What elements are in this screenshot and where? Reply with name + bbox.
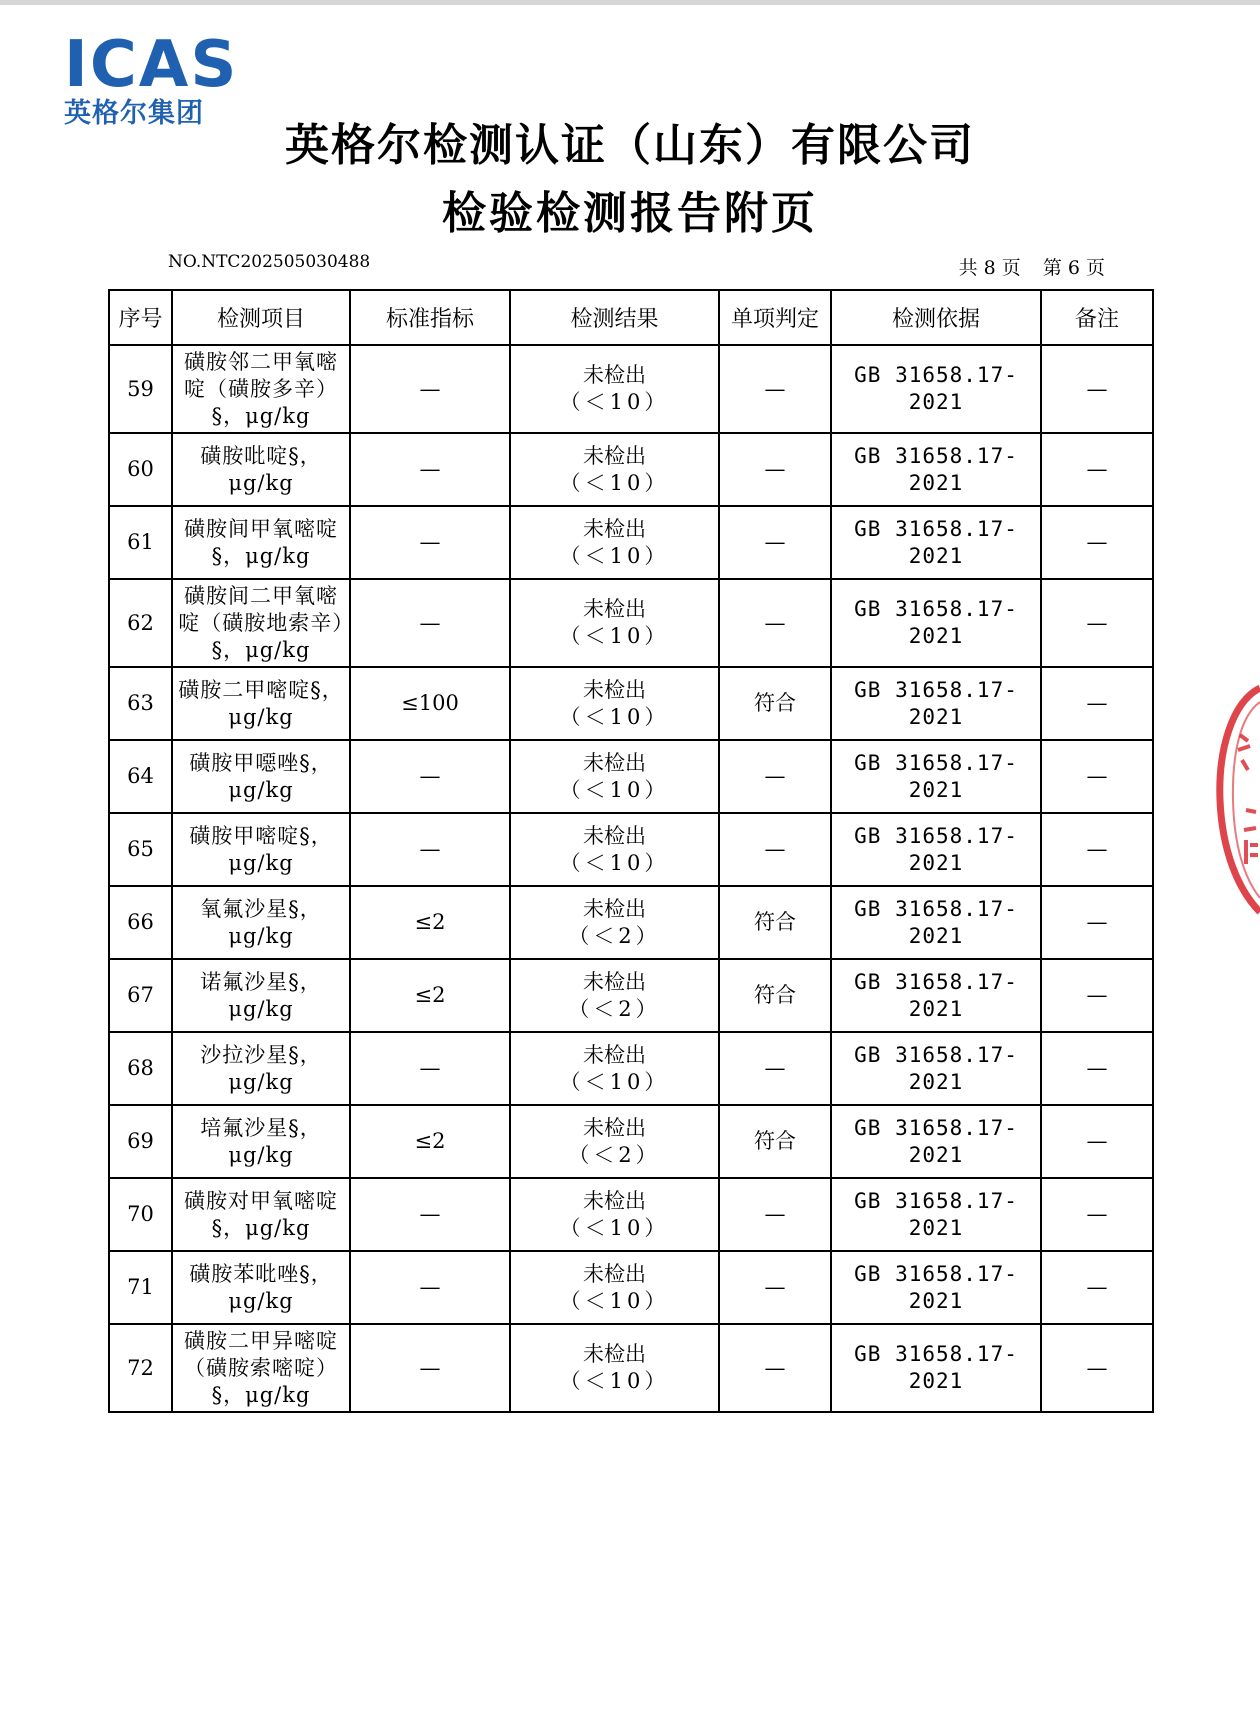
result-limit: （＜10） bbox=[559, 704, 670, 729]
row-number: 68 bbox=[109, 1032, 172, 1105]
test-result bbox=[510, 1178, 719, 1251]
results-table bbox=[108, 289, 1154, 1413]
standard-limit: — bbox=[350, 1324, 510, 1412]
remark: — bbox=[1041, 1251, 1153, 1324]
test-item: 诺氟沙星§，μg/kg bbox=[172, 959, 350, 1032]
col-header-basis: 检测依据 bbox=[831, 290, 1041, 345]
logo-subtitle: 英格尔集团 bbox=[64, 98, 204, 129]
row-number: 69 bbox=[109, 1105, 172, 1178]
test-basis: GB 31658.17-2021 bbox=[831, 1178, 1041, 1251]
table-row bbox=[109, 959, 1153, 1032]
test-item: 磺胺邻二甲氧嘧啶（磺胺多辛）§，μg/kg bbox=[172, 345, 350, 433]
table-row bbox=[109, 667, 1153, 740]
judgement: — bbox=[719, 740, 831, 813]
result-limit: （＜10） bbox=[559, 470, 670, 495]
test-basis: GB 31658.17-2021 bbox=[831, 1324, 1041, 1412]
page-info bbox=[943, 253, 1105, 280]
judgement: — bbox=[719, 433, 831, 506]
standard-limit: — bbox=[350, 579, 510, 667]
remark: — bbox=[1041, 959, 1153, 1032]
judgement: — bbox=[719, 1178, 831, 1251]
judgement: — bbox=[719, 579, 831, 667]
test-item: 磺胺甲嘧啶§，μg/kg bbox=[172, 813, 350, 886]
table-row bbox=[109, 886, 1153, 959]
result-limit: （＜10） bbox=[559, 1215, 670, 1240]
test-basis: GB 31658.17-2021 bbox=[831, 1251, 1041, 1324]
test-basis: GB 31658.17-2021 bbox=[831, 886, 1041, 959]
test-item: 磺胺间二甲氧嘧啶（磺胺地索辛）§，μg/kg bbox=[172, 579, 350, 667]
table-row bbox=[109, 1324, 1153, 1412]
standard-limit: — bbox=[350, 813, 510, 886]
standard-limit: — bbox=[350, 1251, 510, 1324]
result-limit: （＜10） bbox=[559, 1069, 670, 1094]
table-row bbox=[109, 433, 1153, 506]
test-result bbox=[510, 506, 719, 579]
result-text: 未检出 bbox=[583, 969, 646, 994]
judgement: 符合 bbox=[719, 1105, 831, 1178]
col-header-item: 检测项目 bbox=[172, 290, 350, 345]
table-header-row bbox=[109, 290, 1153, 345]
row-number: 62 bbox=[109, 579, 172, 667]
test-result bbox=[510, 1251, 719, 1324]
result-text: 未检出 bbox=[583, 750, 646, 775]
test-basis: GB 31658.17-2021 bbox=[831, 667, 1041, 740]
result-text: 未检出 bbox=[583, 1261, 646, 1286]
standard-limit: ≤2 bbox=[350, 1105, 510, 1178]
remark: — bbox=[1041, 667, 1153, 740]
row-number: 72 bbox=[109, 1324, 172, 1412]
company-logo bbox=[64, 28, 264, 129]
table-row bbox=[109, 813, 1153, 886]
row-number: 63 bbox=[109, 667, 172, 740]
judgement: — bbox=[719, 345, 831, 433]
test-item: 磺胺吡啶§，μg/kg bbox=[172, 433, 350, 506]
judgement: — bbox=[719, 506, 831, 579]
test-basis: GB 31658.17-2021 bbox=[831, 813, 1041, 886]
test-item: 磺胺甲噁唑§，μg/kg bbox=[172, 740, 350, 813]
result-limit: （＜10） bbox=[559, 850, 670, 875]
result-text: 未检出 bbox=[583, 1042, 646, 1067]
result-limit: （＜10） bbox=[559, 1369, 670, 1393]
judgement: — bbox=[719, 1032, 831, 1105]
test-basis: GB 31658.17-2021 bbox=[831, 345, 1041, 433]
remark: — bbox=[1041, 433, 1153, 506]
test-basis: GB 31658.17-2021 bbox=[831, 433, 1041, 506]
row-number: 59 bbox=[109, 345, 172, 433]
test-result bbox=[510, 1032, 719, 1105]
result-text: 未检出 bbox=[583, 1342, 646, 1366]
result-limit: （＜10） bbox=[559, 1288, 670, 1313]
row-number: 61 bbox=[109, 506, 172, 579]
remark: — bbox=[1041, 886, 1153, 959]
remark: — bbox=[1041, 740, 1153, 813]
remark: — bbox=[1041, 1178, 1153, 1251]
remark: — bbox=[1041, 1324, 1153, 1412]
row-number: 64 bbox=[109, 740, 172, 813]
row-number: 70 bbox=[109, 1178, 172, 1251]
test-item: 磺胺二甲嘧啶§，μg/kg bbox=[172, 667, 350, 740]
judgement: 符合 bbox=[719, 959, 831, 1032]
test-result bbox=[510, 345, 719, 433]
judgement: — bbox=[719, 1251, 831, 1324]
result-text: 未检出 bbox=[583, 597, 646, 621]
company-name: 英格尔检测认证（山东）有限公司 bbox=[285, 120, 975, 171]
standard-limit: ≤100 bbox=[350, 667, 510, 740]
test-item: 氧氟沙星§，μg/kg bbox=[172, 886, 350, 959]
row-number: 66 bbox=[109, 886, 172, 959]
judgement: 符合 bbox=[719, 667, 831, 740]
test-basis: GB 31658.17-2021 bbox=[831, 506, 1041, 579]
table-row bbox=[109, 1032, 1153, 1105]
col-header-judgement: 单项判定 bbox=[719, 290, 831, 345]
standard-limit: — bbox=[350, 433, 510, 506]
result-limit: （＜10） bbox=[559, 624, 670, 648]
standard-limit: ≤2 bbox=[350, 959, 510, 1032]
result-limit: （＜2） bbox=[568, 923, 661, 948]
result-text: 未检出 bbox=[583, 1188, 646, 1213]
test-result bbox=[510, 1105, 719, 1178]
standard-limit: ≤2 bbox=[350, 886, 510, 959]
remark: — bbox=[1041, 579, 1153, 667]
report-number: NO.NTC202505030488 bbox=[168, 252, 371, 272]
row-number: 67 bbox=[109, 959, 172, 1032]
table-row bbox=[109, 740, 1153, 813]
judgement: — bbox=[719, 1324, 831, 1412]
test-basis: GB 31658.17-2021 bbox=[831, 1105, 1041, 1178]
test-basis: GB 31658.17-2021 bbox=[831, 959, 1041, 1032]
test-result bbox=[510, 740, 719, 813]
result-limit: （＜2） bbox=[568, 996, 661, 1021]
standard-limit: — bbox=[350, 345, 510, 433]
remark: — bbox=[1041, 345, 1153, 433]
result-text: 未检出 bbox=[583, 363, 646, 387]
table-row bbox=[109, 506, 1153, 579]
result-text: 未检出 bbox=[583, 1115, 646, 1140]
test-result bbox=[510, 433, 719, 506]
standard-limit: — bbox=[350, 506, 510, 579]
test-item: 沙拉沙星§，μg/kg bbox=[172, 1032, 350, 1105]
result-text: 未检出 bbox=[583, 677, 646, 702]
test-basis: GB 31658.17-2021 bbox=[831, 1032, 1041, 1105]
remark: — bbox=[1041, 813, 1153, 886]
row-number: 60 bbox=[109, 433, 172, 506]
test-result bbox=[510, 579, 719, 667]
row-number: 65 bbox=[109, 813, 172, 886]
red-seal-stamp bbox=[1210, 680, 1260, 920]
test-item: 磺胺间甲氧嘧啶§，μg/kg bbox=[172, 506, 350, 579]
table-row bbox=[109, 1178, 1153, 1251]
test-result bbox=[510, 886, 719, 959]
result-text: 未检出 bbox=[583, 443, 646, 468]
result-text: 未检出 bbox=[583, 896, 646, 921]
col-header-no: 序号 bbox=[109, 290, 172, 345]
standard-limit: — bbox=[350, 740, 510, 813]
test-item: 磺胺苯吡唑§，μg/kg bbox=[172, 1251, 350, 1324]
result-limit: （＜10） bbox=[559, 777, 670, 802]
remark: — bbox=[1041, 506, 1153, 579]
result-limit: （＜2） bbox=[568, 1142, 661, 1167]
judgement: — bbox=[719, 813, 831, 886]
remark: — bbox=[1041, 1032, 1153, 1105]
judgement: 符合 bbox=[719, 886, 831, 959]
test-item: 磺胺二甲异嘧啶（磺胺索嘧啶）§，μg/kg bbox=[172, 1324, 350, 1412]
result-limit: （＜10） bbox=[559, 543, 670, 568]
remark: — bbox=[1041, 1105, 1153, 1178]
test-result bbox=[510, 667, 719, 740]
col-header-remark: 备注 bbox=[1041, 290, 1153, 345]
col-header-standard: 标准指标 bbox=[350, 290, 510, 345]
test-result bbox=[510, 959, 719, 1032]
standard-limit: — bbox=[350, 1032, 510, 1105]
table-row bbox=[109, 1251, 1153, 1324]
current-page: 第 6 页 bbox=[1042, 257, 1105, 279]
standard-limit: — bbox=[350, 1178, 510, 1251]
test-basis: GB 31658.17-2021 bbox=[831, 740, 1041, 813]
total-pages: 共 8 页 bbox=[958, 257, 1021, 279]
test-result bbox=[510, 1324, 719, 1412]
row-number: 71 bbox=[109, 1251, 172, 1324]
test-item: 培氟沙星§，μg/kg bbox=[172, 1105, 350, 1178]
result-limit: （＜10） bbox=[559, 390, 670, 414]
table-row bbox=[109, 579, 1153, 667]
top-border-line bbox=[0, 0, 1260, 5]
test-item: 磺胺对甲氧嘧啶§，μg/kg bbox=[172, 1178, 350, 1251]
test-result bbox=[510, 813, 719, 886]
table-row bbox=[109, 345, 1153, 433]
report-title: 检验检测报告附页 bbox=[442, 188, 818, 239]
test-basis: GB 31658.17-2021 bbox=[831, 579, 1041, 667]
result-text: 未检出 bbox=[583, 823, 646, 848]
col-header-result: 检测结果 bbox=[510, 290, 719, 345]
logo-text: ICAS bbox=[64, 28, 239, 102]
table-row bbox=[109, 1105, 1153, 1178]
table-body bbox=[109, 345, 1153, 1412]
result-text: 未检出 bbox=[583, 516, 646, 541]
